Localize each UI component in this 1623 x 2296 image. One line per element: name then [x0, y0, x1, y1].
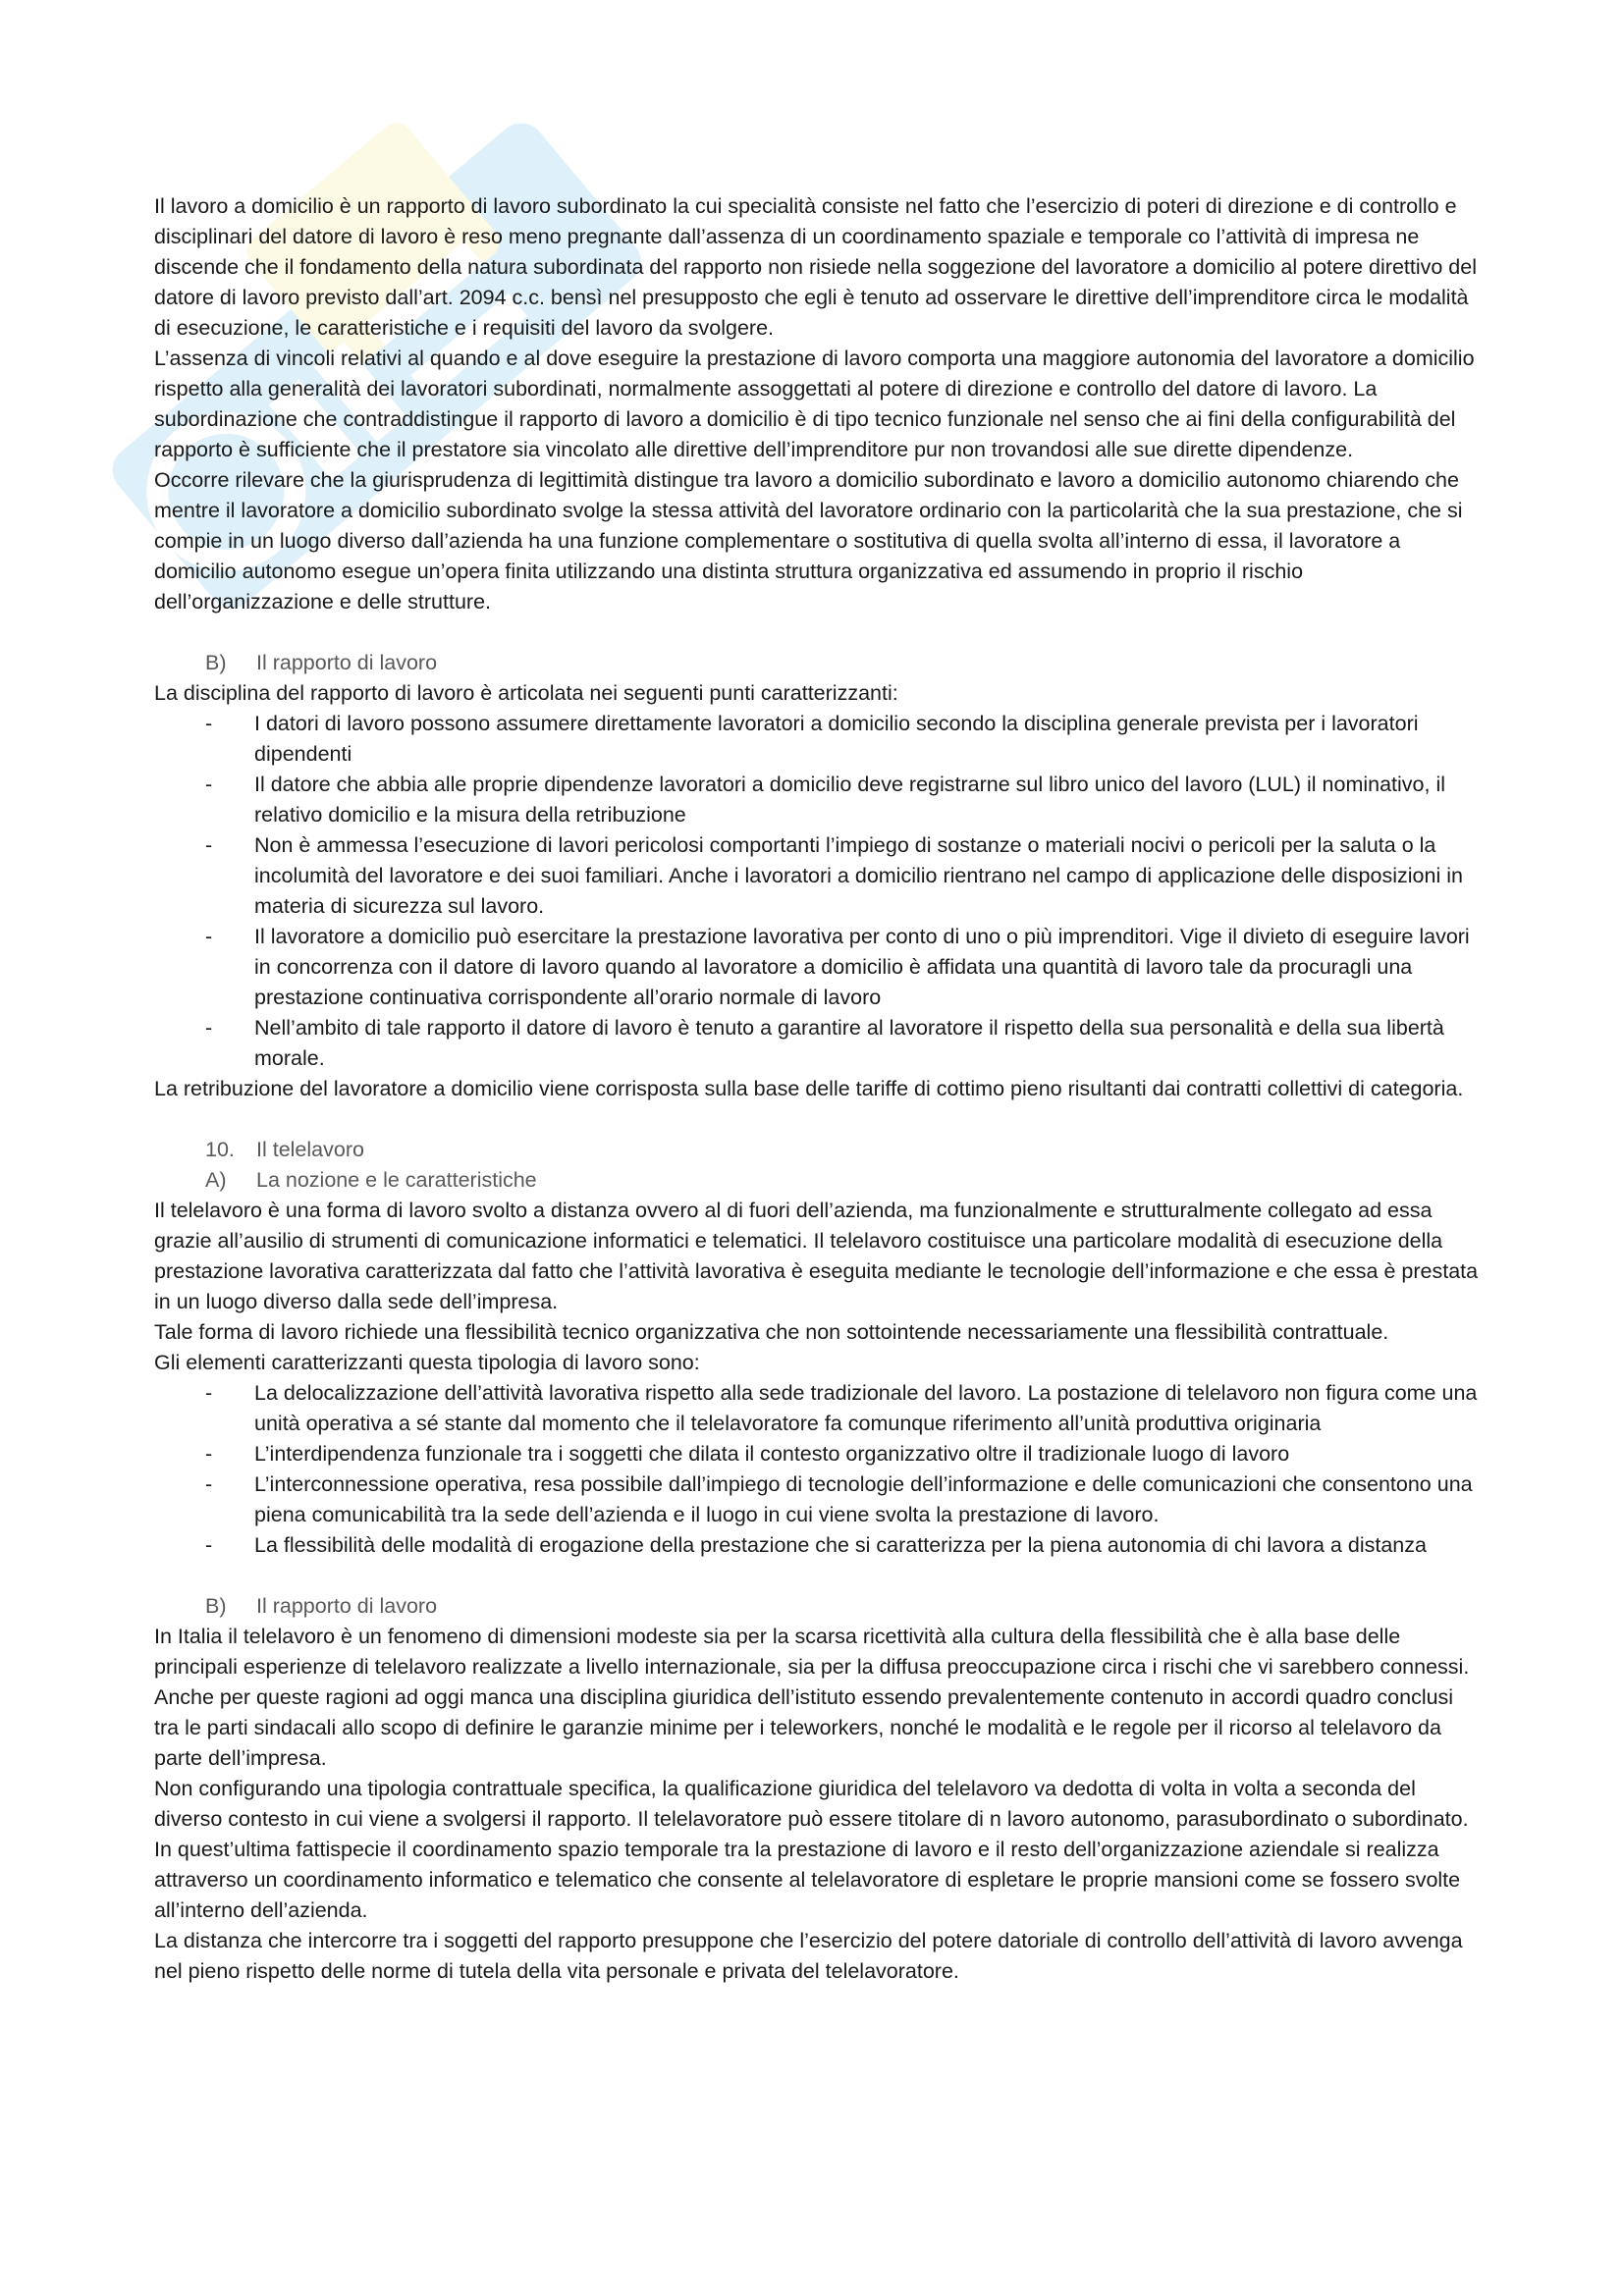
- list-item: - I datori di lavoro possono assumere direttamente lavoratori a domicilio secondo la disciplina generale prevista per i lavoratori dipendenti: [154, 709, 1480, 770]
- paragraph: La distanza che intercorre tra i soggetti del rapporto presuppone che l’esercizio del potere datoriale di controllo dell’attività di lavoro avvenga nel pieno rispetto delle norme di tutela della vita personale e privata del telelavoratore.: [154, 1929, 1463, 1983]
- bullet-list: [154, 1378, 1480, 1561]
- section-heading-a-nozione: [154, 1165, 1480, 1196]
- section-number: A): [205, 1168, 227, 1192]
- section-title: Il telelavoro: [256, 1138, 364, 1161]
- list-item: - Nell’ambito di tale rapporto il datore di lavoro è tenuto a garantire al lavoratore il rispetto della sua personalità e della sua libertà morale.: [154, 1013, 1480, 1074]
- list-item: - Non è ammessa l’esecuzione di lavori pericolosi comportanti l’impiego di sostanze o materiali nocivi o pericoli per la saluta o la incolumità del lavoratore e dei suoi familiari. Anche i lavoratori a domicilio rientrano nel campo di applicazione delle disposizioni in materia di sicurezza sul lavoro.: [154, 830, 1480, 922]
- paragraph: Il lavoro a domicilio è un rapporto di lavoro subordinato la cui specialità consiste nel fatto che l’esercizio di poteri di direzione e di controllo e disciplinari del datore di lavoro è reso meno pregnante dall’assenza di un coordinamento spaziale e temporale co l’attività di impresa ne discende che il fondamento della natura subordinata del rapporto non risiede nella soggezione del lavoratore a domicilio al potere direttivo del datore di lavoro previsto dall’art. 2094 c.c. bensì nel presupposto che egli è tenuto ad osservare le direttive dell’imprenditore circa le modalità di esecuzione, le caratteristiche e i requisiti del lavoro da svolgere.: [154, 194, 1477, 340]
- list-item: - La flessibilità delle modalità di erogazione della prestazione che si caratterizza per la piena autonomia di chi lavora a distanza: [154, 1530, 1480, 1561]
- section-title: La nozione e le caratteristiche: [256, 1168, 537, 1192]
- section-number: 10.: [205, 1138, 235, 1161]
- list-item: - Il datore che abbia alle proprie dipendenze lavoratori a domicilio deve registrarne sul libro unico del lavoro (LUL) il nominativo, il relativo domicilio e la misura della retribuzione: [154, 770, 1480, 830]
- paragraph: In Italia il telelavoro è un fenomeno di dimensioni modeste sia per la scarsa ricettività alla cultura della flessibilità che è alla base delle principali esperienze di telelavoro realizzate a livello internazionale, sia per la diffusa preoccupazione circa i rischi che vi sarebbero connessi.: [154, 1625, 1470, 1679]
- paragraph: In quest’ultima fattispecie il coordinamento spazio temporale tra la prestazione di lavoro e il resto dell’organizzazione aziendale si realizza attraverso un coordinamento informatico e telematico che consente al telelavoratore di espletare le proprie mansioni come se fossero svolte all’interno dell’azienda.: [154, 1838, 1461, 1922]
- document-body: [154, 191, 1480, 1987]
- list-item: - Il lavoratore a domicilio può esercitare la prestazione lavorativa per conto di uno o più imprenditori. Vige il divieto di eseguire lavori in concorrenza con il datore di lavoro quando al lavoratore a domicilio è affidata una quantità di lavoro tale da procuragli una prestazione continuativa corrispondente all’orario normale di lavoro: [154, 922, 1480, 1013]
- section-number: B): [205, 651, 227, 674]
- paragraph: Anche per queste ragioni ad oggi manca una disciplina giuridica dell’istituto essendo prevalentemente contenuto in accordi quadro conclusi tra le parti sindacali allo scopo di definire le garanzie minime per i teleworkers, nonché le modalità e le regole per il ricorso al telelavoro da parte dell’impresa.: [154, 1685, 1454, 1770]
- bullet-list: [154, 709, 1480, 1074]
- paragraph: Occorre rilevare che la giurisprudenza di legittimità distingue tra lavoro a domicilio subordinato e lavoro a domicilio autonomo chiarendo che mentre il lavoratore a domicilio subordinato svolge la stessa attività del lavoratore ordinario con la particolarità che la sua prestazione, che si compie in un luogo diverso dall’azienda ha una funzione complementare o sostitutiva di quella svolta all’interno di essa, il lavoratore a domicilio autonomo esegue un’opera finita utilizzando una distinta struttura organizzativa ed assumendo in proprio il rischio dell’organizzazione e delle strutture.: [154, 468, 1463, 614]
- section-heading-b-rapporto-telelavoro: [154, 1591, 1480, 1622]
- section-heading-telelavoro: [154, 1135, 1480, 1165]
- paragraph: Gli elementi caratterizzanti questa tipologia di lavoro sono:: [154, 1351, 700, 1374]
- section-title: Il rapporto di lavoro: [256, 651, 438, 674]
- paragraph: Non configurando una tipologia contrattuale specifica, la qualificazione giuridica del telelavoro va dedotta di volta in volta a seconda del diverso contesto in cui viene a svolgersi il rapporto. Il telelavoratore può essere titolare di n lavoro autonomo, parasubordinato o subordinato.: [154, 1777, 1469, 1831]
- paragraph: La retribuzione del lavoratore a domicilio viene corrisposta sulla base delle tariffe di cottimo pieno risultanti dai contratti collettivi di categoria.: [154, 1077, 1464, 1100]
- paragraph: Il telelavoro è una forma di lavoro svolto a distanza ovvero al di fuori dell’azienda, ma funzionalmente e strutturalmente collegato ad essa grazie all’ausilio di strumenti di comunicazione informatici e telematici. Il telelavoro costituisce una particolare modalità di esecuzione della prestazione lavorativa caratterizzata dal fatto che l’attività lavorativa è eseguita mediante le tecnologie dell’informazione e che essa è prestata in un luogo diverso dalla sede dell’impresa.: [154, 1199, 1479, 1313]
- list-item: - L’interdipendenza funzionale tra i soggetti che dilata il contesto organizzativo oltre il tradizionale luogo di lavoro: [154, 1439, 1480, 1469]
- section-number: B): [205, 1594, 227, 1618]
- paragraph: Tale forma di lavoro richiede una flessibilità tecnico organizzativa che non sottointende necessariamente una flessibilità contrattuale.: [154, 1320, 1389, 1344]
- list-item: - La delocalizzazione dell’attività lavorativa rispetto alla sede tradizionale del lavoro. La postazione di telelavoro non figura come una unità operativa a sé stante dal momento che il telelavoratore fa comunque riferimento all’unità produttiva originaria: [154, 1378, 1480, 1439]
- section-heading-b-rapporto: [154, 648, 1480, 678]
- list-item: - L’interconnessione operativa, resa possibile dall’impiego di tecnologie dell’informazione e delle comunicazioni che consentono una piena comunicabilità tra la sede dell’azienda e il luogo in cui viene svolta la prestazione di lavoro.: [154, 1469, 1480, 1530]
- section-title: Il rapporto di lavoro: [256, 1594, 438, 1618]
- paragraph: La disciplina del rapporto di lavoro è articolata nei seguenti punti caratterizzanti:: [154, 681, 898, 705]
- paragraph: L’assenza di vincoli relativi al quando e al dove eseguire la prestazione di lavoro comporta una maggiore autonomia del lavoratore a domicilio rispetto alla generalità dei lavoratori subordinati, normalmente assoggettati al potere di direzione e controllo del datore di lavoro. La subordinazione che contraddistingue il rapporto di lavoro a domicilio è di tipo tecnico funzionale nel senso che ai fini della configurabilità del rapporto è sufficiente che il prestatore sia vincolato alle direttive dell’imprenditore pur non trovandosi alle sue dirette dipendenze.: [154, 347, 1475, 461]
